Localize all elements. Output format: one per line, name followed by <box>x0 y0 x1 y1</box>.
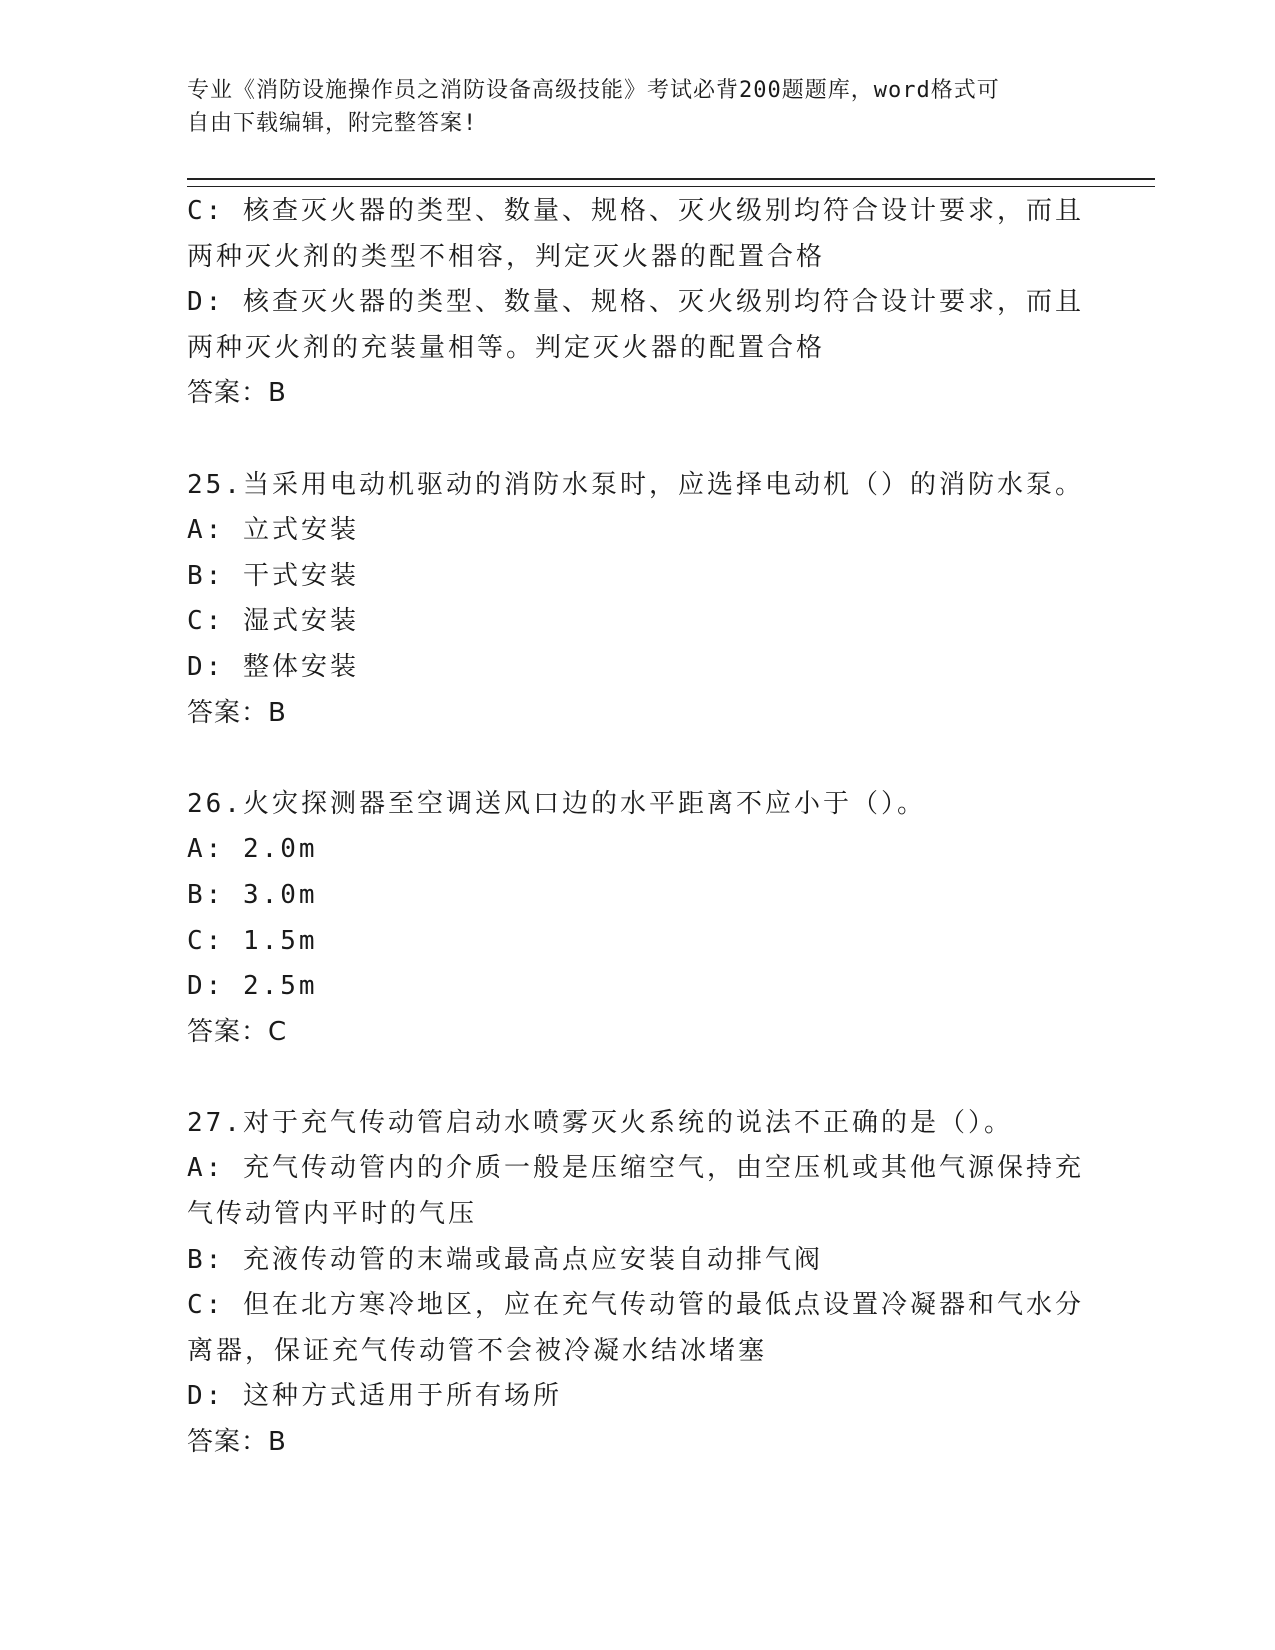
header-divider <box>187 178 1155 187</box>
header-line-1: 专业《消防设施操作员之消防设备高级技能》考试必背200题题库，word格式可 <box>187 78 1000 103</box>
question-stem: 25.当采用电动机驱动的消防水泵时，应选择电动机（）的消防水泵。 <box>187 469 1084 500</box>
option-c-line-2: 离器，保证充气传动管不会被冷凝水结冰堵塞 <box>187 1335 768 1366</box>
option-b: B: 干式安装 <box>187 560 359 591</box>
header-line-2: 自由下载编辑，附完整答案! <box>187 111 478 136</box>
option-d: D: 这种方式适用于所有场所 <box>187 1381 562 1412</box>
option-a-line-2: 气传动管内平时的气压 <box>187 1199 478 1230</box>
previous-question-tail <box>187 189 1087 417</box>
option-d: D: 整体安装 <box>187 651 359 682</box>
answer-line: 答案：B <box>187 378 287 409</box>
option-d-line-1: D: 核查灭火器的类型、数量、规格、灭火级别均符合设计要求，而且 <box>187 287 1084 318</box>
spacer <box>187 736 1087 782</box>
answer-line: 答案：B <box>187 697 287 728</box>
spacer <box>187 417 1087 463</box>
question-26 <box>187 782 1087 1056</box>
question-25 <box>187 463 1087 737</box>
answer-line: 答案：B <box>187 1427 287 1458</box>
option-c-line-1: C: 但在北方寒冷地区，应在充气传动管的最低点设置冷凝器和气水分 <box>187 1290 1084 1321</box>
option-a-line-1: A: 充气传动管内的介质一般是压缩空气，由空压机或其他气源保持充 <box>187 1153 1084 1184</box>
document-header <box>187 74 1087 140</box>
option-a: A: 2.0m <box>187 834 318 865</box>
question-27 <box>187 1101 1087 1466</box>
option-c: C: 湿式安装 <box>187 606 359 637</box>
question-stem: 26.火灾探测器至空调送风口边的水平距离不应小于（）。 <box>187 788 926 819</box>
question-stem: 27.对于充气传动管启动水喷雾灭火系统的说法不正确的是（）。 <box>187 1107 1013 1138</box>
option-c-line-1: C: 核查灭火器的类型、数量、规格、灭火级别均符合设计要求，而且 <box>187 196 1084 226</box>
option-d: D: 2.5m <box>187 971 318 1002</box>
option-b: B: 充液传动管的末端或最高点应安装自动排气阀 <box>187 1244 823 1275</box>
question-content <box>187 189 1087 1466</box>
option-b: B: 3.0m <box>187 879 318 910</box>
answer-line: 答案：C <box>187 1016 288 1047</box>
option-c: C: 1.5m <box>187 925 318 956</box>
option-d-line-2: 两种灭火剂的充装量相等。判定灭火器的配置合格 <box>187 332 826 363</box>
spacer <box>187 1055 1087 1101</box>
option-a: A: 立式安装 <box>187 515 359 546</box>
option-c-line-2: 两种灭火剂的类型不相容，判定灭火器的配置合格 <box>187 241 826 272</box>
